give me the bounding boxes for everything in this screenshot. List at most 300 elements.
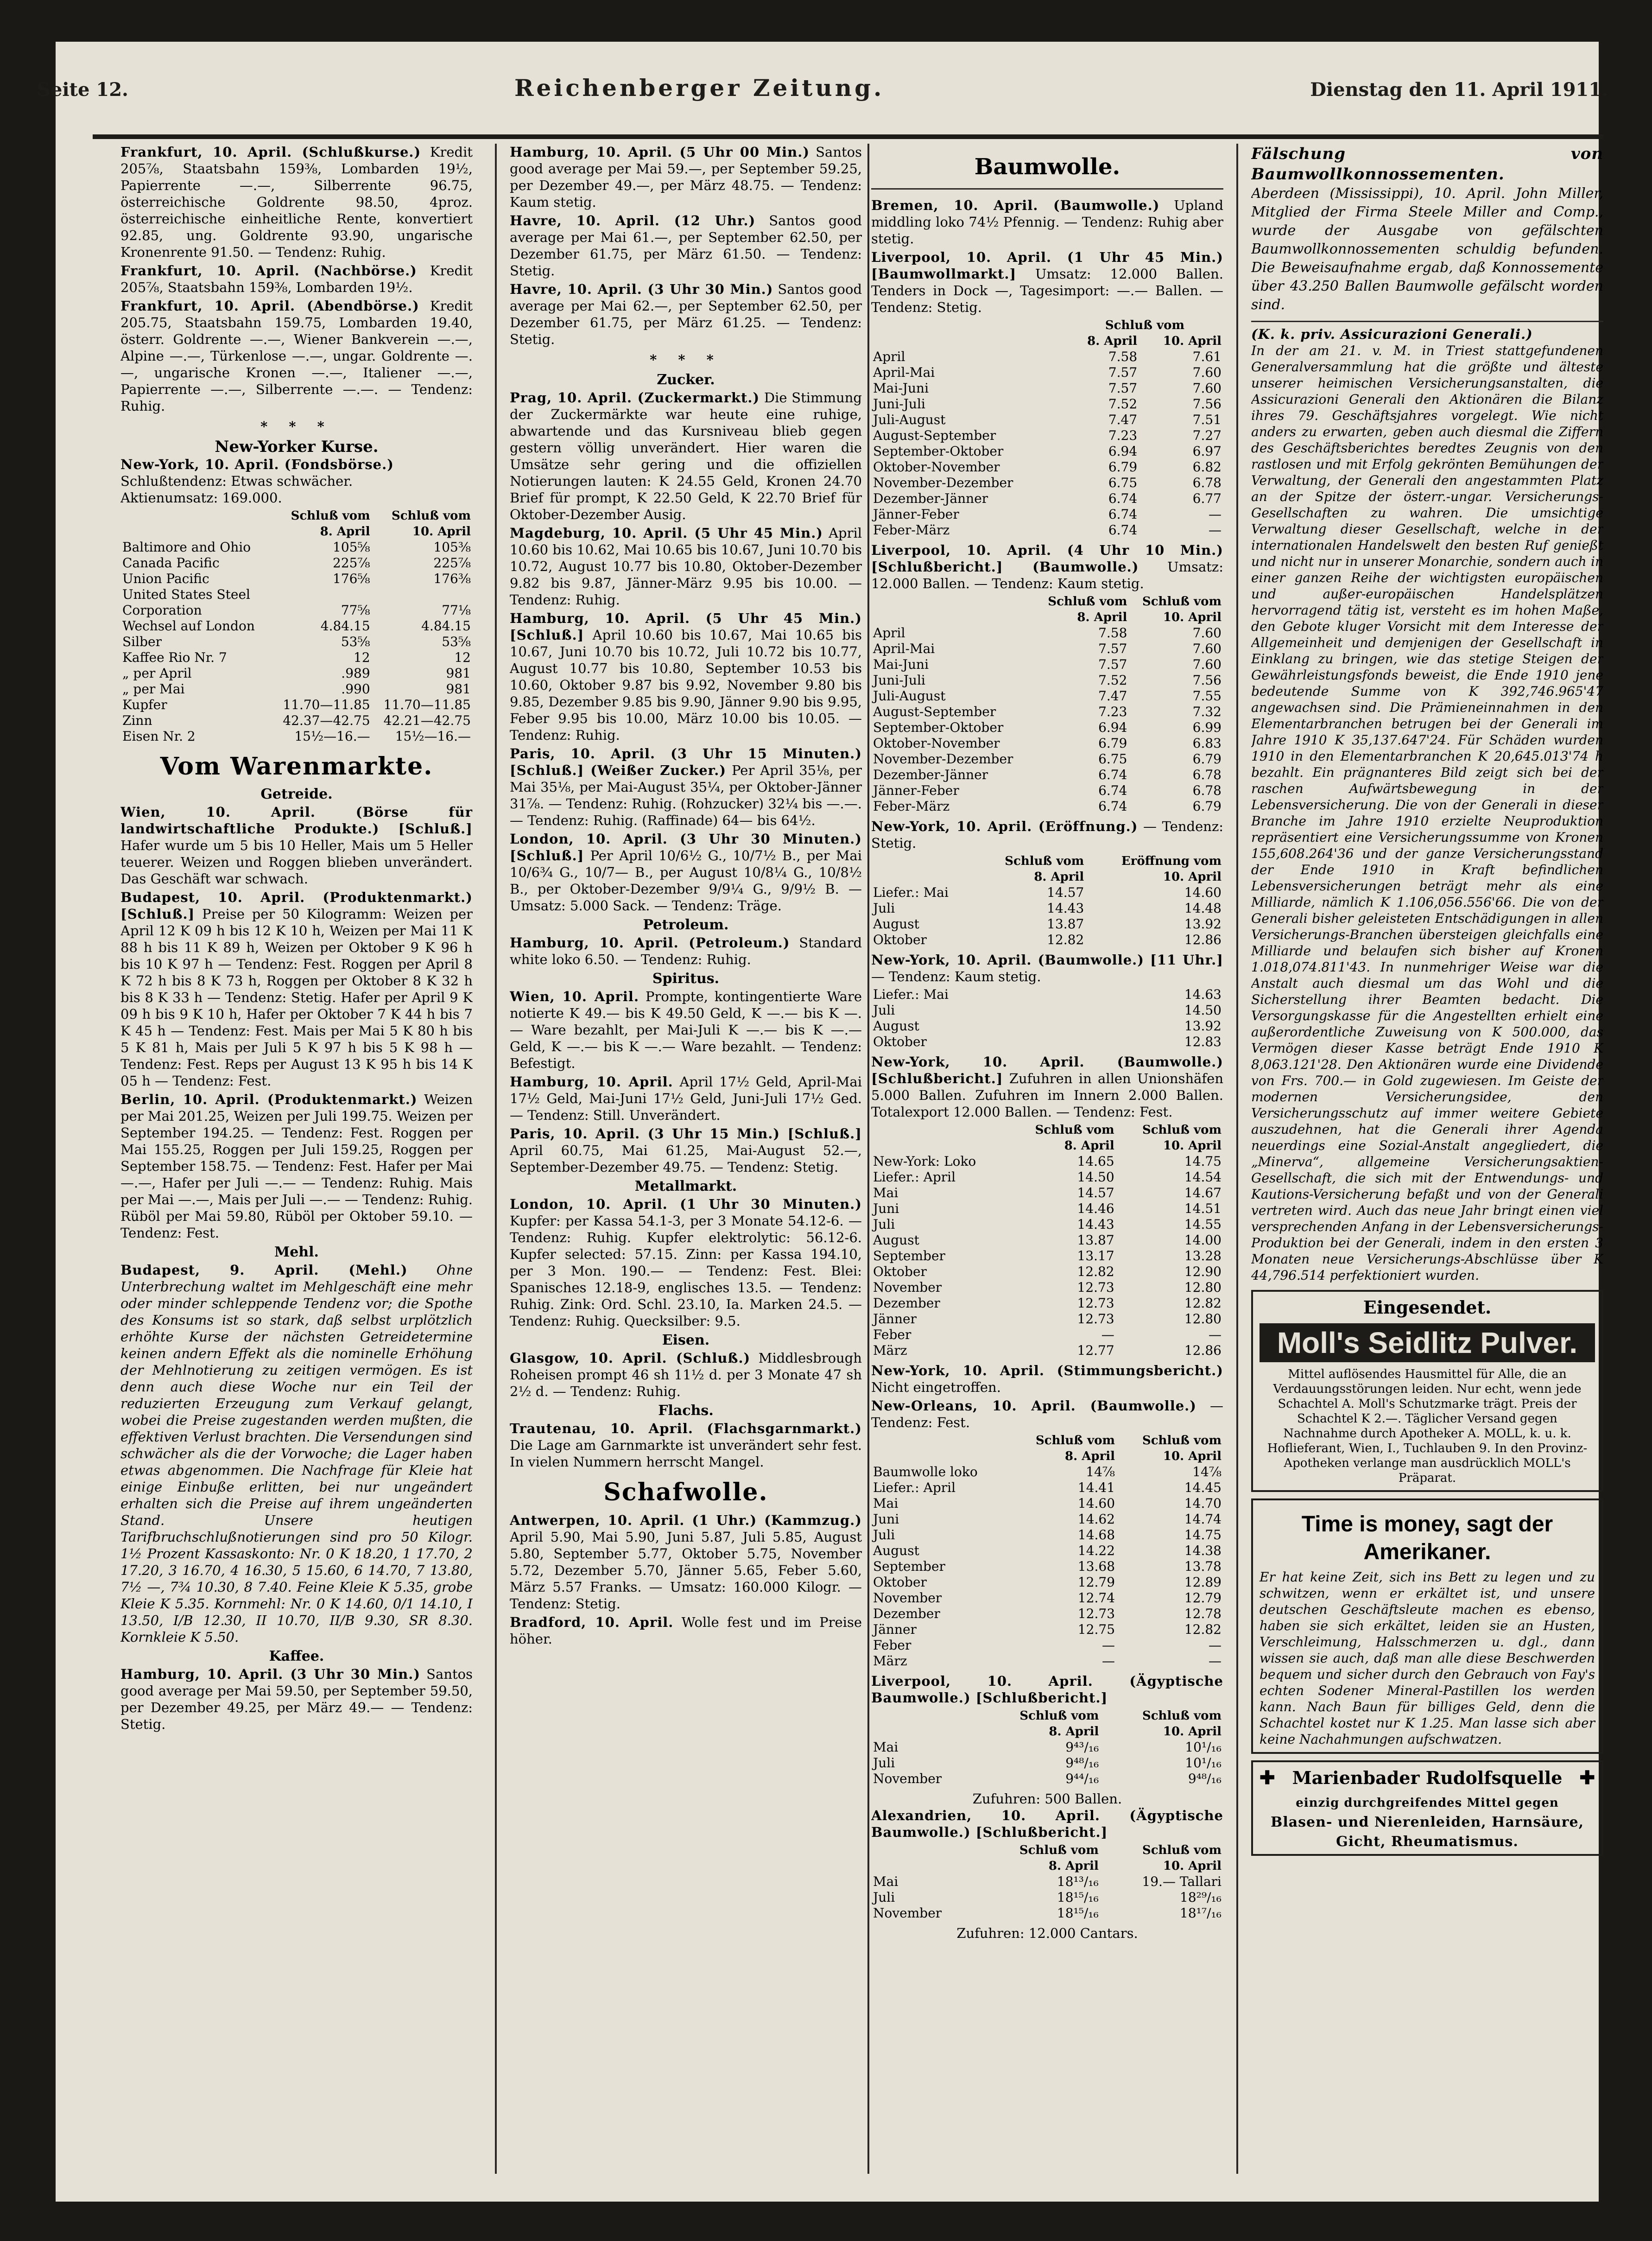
report-text: April 17½ Geld, April-Mai 17½ Geld, Mai-Juni 17½ Geld, Juni-Juli 17½ Ged. — Tendenz: Still. Unverändert. <box>510 1074 862 1123</box>
table-row <box>871 1201 1223 1217</box>
row-value: 12.77 <box>1077 1343 1114 1358</box>
report-budapest <box>120 889 473 1089</box>
table-row <box>120 634 473 650</box>
table-row <box>871 1217 1223 1232</box>
newspaper-title: Reichenberger Zeitung. <box>514 74 885 102</box>
row-label: August <box>873 916 919 932</box>
report-heading: Wien, 10. April. (Börse für landwirtschaftliche Produkte.) [Schluß.] <box>120 804 473 837</box>
report-heading: Magdeburg, 10. April. (5 Uhr 45 Min.) <box>510 525 823 541</box>
table-header: Schluß vom <box>1019 1843 1099 1857</box>
report-heading: Wien, 10. April. <box>510 989 639 1004</box>
table-row <box>120 697 473 713</box>
row-value: — <box>1209 1327 1222 1342</box>
table-header: 8. April <box>1048 1859 1099 1873</box>
row-value: 11.70—11.85 <box>383 697 471 712</box>
report-text: Prompte, kontingentierte Ware notierte K 49.— bis K 49.50 Geld, K —.— bis K —.— Ware bezahlt, per Mai-Juli K —.— bis K —.— Geld, K —.— bis K —.— Ware bezahlt. — Tendenz: Befestigt. <box>510 989 862 1071</box>
row-value: 14.55 <box>1184 1217 1222 1232</box>
report-heading: Hamburg, 10. April. (5 Uhr 45 Min.) [Schluß.] <box>510 610 862 643</box>
row-value: 14.48 <box>1184 901 1222 916</box>
row-value: 7.60 <box>1192 657 1222 672</box>
row-label: New-York: Loko <box>873 1154 976 1169</box>
report-heading: Hamburg, 10. April. (3 Uhr 30 Min.) <box>120 1666 421 1682</box>
section-title: New-Yorker Kurse. <box>215 438 379 456</box>
report-heading: Frankfurt, 10. April. (Nachbörse.) <box>120 263 417 279</box>
table-row <box>871 1771 1223 1787</box>
row-value: 6.75 <box>1108 475 1138 490</box>
table-row <box>871 365 1223 381</box>
header-rule <box>93 134 1603 139</box>
table-header: 10. April <box>1163 1449 1222 1463</box>
row-label: November <box>873 1280 942 1295</box>
row-value: 14.60 <box>1077 1496 1115 1511</box>
table-row <box>871 1574 1223 1590</box>
subsection-title: Getreide. <box>260 786 333 802</box>
row-value: 176⅜ <box>433 571 471 586</box>
report-newyork-2 <box>871 952 1223 985</box>
row-value: 18¹⁵/₁₆ <box>1057 1905 1099 1921</box>
report-text: April 10.60 bis 10.62, Mai 10.65 bis 10.67, Juni 10.70 bis 10.72, August 10.77 bis 10.80, Oktober-Dezember 9.82 bis 9.87, Jänner-März 9.95 bis 10.00. — Tendenz: Ruhig. <box>510 525 862 608</box>
report-paris-zucker <box>510 745 862 829</box>
table-header: 10. April <box>1163 870 1222 884</box>
row-label: April-Mai <box>873 641 935 656</box>
table-row <box>871 1018 1223 1034</box>
row-value: 18¹⁷/₁₆ <box>1180 1905 1222 1921</box>
row-value: 12.83 <box>1184 1034 1222 1049</box>
column-1 <box>120 144 473 2183</box>
cross-icon: ✚ <box>1260 1767 1275 1789</box>
table-row <box>871 1003 1223 1018</box>
row-value: 53⅝ <box>341 634 370 649</box>
row-value: 10¹/₁₆ <box>1185 1755 1222 1771</box>
row-label: September-Oktober <box>873 720 1004 735</box>
section-title: Vom Warenmarkte. <box>160 752 433 781</box>
row-value: 6.74 <box>1098 783 1127 798</box>
ad-text: Blasen- und Nierenleiden, Harnsäure, <box>1270 1814 1584 1830</box>
row-value: 7.60 <box>1192 641 1222 656</box>
subsection-title: Petroleum. <box>643 917 729 933</box>
row-value: 10¹/₁₆ <box>1185 1739 1222 1755</box>
table-row <box>871 428 1223 444</box>
article-generali <box>1251 326 1603 1283</box>
row-value: 7.56 <box>1192 673 1222 688</box>
row-label: Corporation <box>122 603 202 618</box>
row-value: 7.51 <box>1192 412 1222 427</box>
row-value: — <box>1209 507 1222 522</box>
row-value: 15½—16.— <box>395 729 471 744</box>
row-value: 225⅞ <box>433 555 471 571</box>
row-value: 7.47 <box>1108 412 1138 427</box>
row-value: 4.84.15 <box>320 618 370 634</box>
row-label: Dezember <box>873 1295 940 1311</box>
row-value: 7.52 <box>1098 673 1127 688</box>
row-value: 14.62 <box>1077 1511 1115 1527</box>
report-text: Zufuhren in allen Unionshäfen 5.000 Ballen. Zufuhren im Innern 2.000 Ballen. Totalexport 12.000 Ballen. — Tendenz: Fest. <box>871 1071 1223 1120</box>
report-text: Santos good average per Mai 62.—, per September 62.50, per Dezember 61.75, per März 61.25. — Tendenz: Stetig. <box>510 281 862 347</box>
table-row <box>120 555 473 571</box>
report-text: April 60.75, Mai 61.25, Mai-August 52.—, September-Dezember 49.75. — Tendenz: Stetig. <box>510 1143 862 1175</box>
table-row <box>871 885 1223 901</box>
row-value: 12.86 <box>1184 1343 1222 1358</box>
table-row <box>871 1464 1223 1480</box>
table-header: 8. April <box>1077 610 1127 624</box>
table-row <box>871 1311 1223 1327</box>
report-text: April 5.90, Mai 5.90, Juni 5.87, Juli 5.85, August 5.80, September 5.77, Oktober 5.75, November 5.72, Dezember 5.70, Jänner 5.65, Feber 5.60, März 5.57 Franks. — Umsatz: 160.000 Kilogr. — Tendenz: Stetig. <box>510 1529 862 1612</box>
table-row <box>871 932 1223 948</box>
row-label: Juli <box>873 1217 895 1232</box>
issue-date: Dienstag den 11. April 1911. <box>1310 79 1608 101</box>
row-label: Mai <box>873 1739 899 1755</box>
row-value: .990 <box>341 681 370 697</box>
row-label: September-Oktober <box>873 444 1004 459</box>
row-value: 14⅞ <box>1086 1464 1115 1479</box>
row-label: Mai-Juni <box>873 657 929 672</box>
row-label: Liefer.: Mai <box>873 885 949 900</box>
row-value: 105⅝ <box>333 540 370 555</box>
table-row <box>871 1264 1223 1280</box>
row-value: 14⅞ <box>1192 1464 1222 1479</box>
row-value: 6.99 <box>1192 720 1222 735</box>
row-value: 18¹⁵/₁₆ <box>1057 1890 1099 1905</box>
row-value: 6.79 <box>1192 751 1222 767</box>
row-value: 14.51 <box>1184 1201 1222 1216</box>
row-value <box>271 587 372 603</box>
table-row <box>871 1295 1223 1311</box>
table-header: Eröffnung vom <box>1121 854 1222 868</box>
report-bradford <box>510 1614 862 1647</box>
table-row <box>871 688 1223 704</box>
ad-headline: Time is money, sagt der Amerikaner. <box>1301 1512 1553 1564</box>
row-value: 225⅞ <box>333 555 370 571</box>
row-value: 12 <box>354 650 370 665</box>
table-row <box>871 491 1223 507</box>
report-heading: Hamburg, 10. April. <box>510 1074 673 1090</box>
table-row <box>871 641 1223 657</box>
report-text: Kredit 205.75, Staatsbahn 159.75, Lombarden 19.40, österr. Goldrente —.—, Wiener Bankverein —.—, Alpine —.—, Türkenlose —.—, ungar. Goldrente —.—, ungarische Kronen —.—, Italiener —.—, Papierrente —.—, Silberrente —.—. — Tendenz: Ruhig. <box>120 298 473 414</box>
row-label: Dezember <box>873 1606 940 1621</box>
row-label: Dezember-Jänner <box>873 767 988 782</box>
row-value: 6.74 <box>1098 799 1127 814</box>
row-value: 12.79 <box>1184 1590 1222 1606</box>
ad-text: einzig durchgreifendes Mittel gegen <box>1296 1796 1559 1810</box>
row-label: September <box>873 1248 945 1263</box>
row-label: April-Mai <box>873 365 935 380</box>
row-label: „ per Mai <box>122 681 185 697</box>
row-value: 12.80 <box>1184 1280 1222 1295</box>
row-value: 9⁴⁸/₁₆ <box>1188 1771 1222 1786</box>
row-value: 6.94 <box>1098 720 1127 735</box>
row-label: Zinn <box>122 713 152 728</box>
row-value: 4.84.15 <box>421 618 471 634</box>
row-value: 7.60 <box>1192 381 1222 396</box>
report-heading: Budapest, 10. April. (Produktenmarkt.) [Schluß.] <box>120 889 473 922</box>
table-header: 8. April <box>1049 1725 1099 1739</box>
quote-table <box>871 1122 1223 1359</box>
table-row <box>120 618 473 634</box>
table-row <box>871 1496 1223 1511</box>
row-value: 176⅝ <box>333 571 370 586</box>
row-value: 11.70—11.85 <box>283 697 370 712</box>
report-heading: Liverpool, 10. April. (4 Uhr 10 Min.) [Schlußbericht.] (Baumwolle.) <box>871 542 1223 575</box>
row-label: Mai-Juni <box>873 381 929 396</box>
row-label: United States Steel <box>122 587 250 602</box>
row-label: Oktober-November <box>873 736 1000 751</box>
subsection-title: Kaffee. <box>269 1648 324 1664</box>
report-heading: New-Orleans, 10. April. (Baumwolle.) <box>871 1398 1196 1414</box>
table-header: 8. April <box>1034 870 1084 884</box>
report-heading: Glasgow, 10. April. (Schluß.) <box>510 1350 751 1366</box>
row-value: 42.37—42.75 <box>283 713 370 728</box>
table-row <box>871 1890 1223 1905</box>
report-text: Per April 10/6½ G., 10/7½ B., per Mai 10/6¾ G., 10/7— B., per August 10/8¼ G., 10/8½ B., per Oktober-Dezember 9/9¼ G., 9/9½ B. — Umsatz: 5.000 Sack. — Tendenz: Träge. <box>510 848 862 914</box>
quote-table <box>871 1842 1223 1921</box>
subsection-title: Metallmarkt. <box>634 1178 737 1194</box>
table-header: 10. April <box>1163 334 1222 348</box>
table-row <box>120 603 473 618</box>
report-prag <box>510 389 862 523</box>
row-label: Kaffee Rio Nr. 7 <box>122 650 227 665</box>
separator-stars: * * * <box>260 419 333 434</box>
row-value: 7.58 <box>1098 625 1127 641</box>
report-heading: Bradford, 10. April. <box>510 1614 674 1630</box>
table-row <box>871 1185 1223 1201</box>
row-value <box>1096 1018 1107 1034</box>
report-glasgow <box>510 1350 862 1400</box>
row-value: — <box>1102 1638 1115 1653</box>
table-row <box>871 673 1223 688</box>
report-frankfurt-abend <box>120 298 473 414</box>
row-value: 18¹³/₁₆ <box>1057 1874 1099 1889</box>
report-heading: Trautenau, 10. April. (Flachsgarnmarkt.) <box>510 1421 862 1436</box>
row-value: 12.73 <box>1077 1280 1114 1295</box>
report-paris-spiritus <box>510 1125 862 1175</box>
report-newyork-3 <box>871 1054 1223 1120</box>
row-value: 7.57 <box>1098 657 1127 672</box>
row-value: 12.80 <box>1184 1311 1222 1327</box>
report-text: Santos good average per Mai 59.—, per September 59.25, per Dezember 49.—, per März 48.75. — Tendenz: Kaum stetig. <box>510 144 862 210</box>
report-text: Santos good average per Mai 61.—, per September 62.50, per Dezember 61.75, per März 61.50. — Tendenz: Stetig. <box>510 213 862 279</box>
row-value: 14.00 <box>1184 1232 1222 1248</box>
row-value: 6.74 <box>1108 522 1138 538</box>
table-row <box>871 1232 1223 1248</box>
row-value: — <box>1209 1638 1222 1653</box>
row-label: Oktober <box>873 1574 927 1590</box>
subsection-title: Mehl. <box>274 1244 319 1260</box>
row-label: Juli <box>873 1527 895 1543</box>
table-row <box>120 713 473 729</box>
row-value: — <box>1102 1653 1115 1669</box>
row-value: 14.54 <box>1184 1169 1222 1185</box>
row-value: 7.60 <box>1192 365 1222 380</box>
row-value: 13.87 <box>1047 916 1084 932</box>
ad-text: Er hat keine Zeit, sich ins Bett zu legen und zu schwitzen, wenn er erkältet ist, und unsere deutschen Geschäftsleute machen es ebenso, haben sie sich erkältet, leiden sie an Husten, Verschleimung, Halsschmerzen u. dgl., dann wissen sie auch, daß man alle diese Beschwerden bequem und sicher durch den Gebrauch von Fay's echten Sodener Mineral-Pastillen los werden kann. Nach Baun für billiges Geld, denn die Schachtel kostet nur K 1.25. Man lasse sich aber keine Nachahmungen aufschwatzen. <box>1260 1569 1595 1747</box>
row-value: 6.83 <box>1192 736 1222 751</box>
table-header: Schluß vom <box>1142 595 1222 609</box>
table-row <box>871 1653 1223 1669</box>
row-value: 42.21—42.75 <box>383 713 471 728</box>
report-frankfurt-nach <box>120 262 473 296</box>
row-value: 6.79 <box>1108 459 1138 475</box>
row-value: 13.78 <box>1184 1559 1222 1574</box>
table-header: Schluß vom <box>1048 595 1127 609</box>
report-text: Ohne Unterbrechung waltet im Mehlgeschäft eine mehr oder minder schleppende Tendenz vor; die Spothe des Konsums ist so stark, daß selbst urplötzlich erhöhte Kurse der nächsten Getreidetermine keinen andern Effekt als die nominelle Erhöhung der Mehlnotierung zu zeitigen vermögen. Es ist denn auch diese Woche nur ein Teil der reduzierten Erzeugung zum Verkauf gelangt, wobei die Preise zugestanden werden mußten, die effektiven Verlust brachten. Die Versendungen sind schwächer als die der Vorwoche; die Lager haben etwas abgenommen. Die Nachfrage für Kleie hat einige Einbuße erlitten, bei nur ungeändert erhalten sich die Preise auf ihrem ungeänderten Stand. Unsere heutigen Tarifbruchschlußnotierungen sind pro 50 Kilogr. 1½ Prozent Kassaskonto: Nr. 0 K 18.20, 1 17.70, 2 17.20, 3 16.70, 4 16.30, 5 15.60, 6 14.70, 7 13.80, 7½ —, 7¾ 10.30, 8 7.40. Feine Kleie K 5.35, grobe Kleie K 5.35. Kornmehl: Nr. 0 K 14.60, 0/1 14.10, I 13.50, I/B 12.30, II 10.70, II/B 9.30, SR 8.30. Kornkleie K 5.50. <box>120 1262 473 1645</box>
report-text: Kredit 205⅞, Staatsbahn 159⅜, Lombarden 19½, Papierrente —.—, Silberrente 96.75, österreichische Goldrente 98.50, 4proz. österreichische einheitliche Rente, konvertiert 92.85, ung. Goldrente 93.90, ungarische Kronenrente 91.50. — Tendenz: Ruhig. <box>120 144 473 260</box>
table-header: Schluß vom <box>1142 1434 1222 1447</box>
row-value: 14.74 <box>1184 1511 1222 1527</box>
row-value: 105⅜ <box>433 540 471 555</box>
table-header: Schluß vom <box>1019 1709 1099 1723</box>
table-header: Schluß vom <box>1035 1123 1114 1137</box>
ad-text: Mittel auflösendes Hausmittel für Alle, die an Verdauungsstörungen leiden. Nur echt, wenn jede Schachtel A. Moll's Schutzmarke trägt. Preis der Schachtel K 2.—. Täglicher Versand gegen Nachnahme durch Apotheker A. MOLL, k. u. k. Hoflieferant, Wien, I., Tuchlauben 9. In den Provinz-Apotheken verlange man ausdrücklich MOLL's Präparat. <box>1267 1367 1588 1485</box>
row-value: 6.79 <box>1098 736 1127 751</box>
row-value: 77⅛ <box>442 603 471 618</box>
row-value: — <box>1101 1327 1114 1342</box>
report-alexandrien <box>871 1807 1223 1841</box>
ad-section-title: Eingesendet. <box>1363 1297 1492 1318</box>
row-value: 9⁴⁴/₁₆ <box>1065 1771 1099 1786</box>
row-value: 14.41 <box>1077 1480 1115 1495</box>
row-value: — <box>1209 522 1222 538</box>
row-label: Baumwolle loko <box>873 1464 978 1479</box>
ad-text: Gicht, Rheumatismus. <box>1336 1834 1519 1850</box>
report-new-orleans <box>871 1397 1223 1431</box>
row-value: 14.22 <box>1077 1543 1115 1558</box>
advertisement-fays <box>1251 1498 1603 1754</box>
row-value: 7.61 <box>1192 349 1222 364</box>
row-value: 6.79 <box>1192 799 1222 814</box>
table-row <box>871 916 1223 932</box>
row-value: 12.89 <box>1184 1574 1222 1590</box>
row-value: 12.90 <box>1184 1264 1222 1279</box>
row-value: 6.74 <box>1098 767 1127 782</box>
row-label: Feber <box>873 1638 911 1653</box>
row-value: 13.28 <box>1184 1248 1222 1263</box>
report-heading: New-York, 10. April. (Baumwolle.) [Schlußbericht.] <box>871 1054 1223 1086</box>
row-label: Baltimore and Ohio <box>122 540 251 555</box>
row-value: 12.82 <box>1047 932 1084 947</box>
row-value: 14.75 <box>1184 1527 1222 1543</box>
row-label: Oktober <box>873 932 927 947</box>
report-heading: Berlin, 10. April. (Produktenmarkt.) <box>120 1092 418 1107</box>
subsection-title: Spiritus. <box>652 971 720 987</box>
report-newyork-1 <box>871 818 1223 851</box>
table-row <box>871 799 1223 814</box>
table-header: 10. April <box>1163 610 1222 624</box>
report-trautenau <box>510 1420 862 1470</box>
report-hamburg-kaffee <box>120 1666 473 1733</box>
row-value: 7.57 <box>1108 381 1138 396</box>
table-row <box>871 349 1223 365</box>
report-text: Zufuhren: 500 Ballen. <box>972 1791 1122 1807</box>
report-hamburg-zucker <box>510 610 862 743</box>
row-value: 6.82 <box>1192 459 1222 475</box>
row-label: März <box>873 1653 907 1669</box>
report-text: Weizen per Mai 201.25, Weizen per Juli 199.75. Weizen per September 194.25. — Tendenz: Fest. Roggen per Mai 155.25, Roggen per Juli 159.25, Roggen per September 158.75. — Tendenz: Fest. Hafer per Mai —.—, Hafer per Juli —.— — Tendenz: Ruhig. Mais per Mai —.—, Mais per Juli —.— — Tendenz: Ruhig. Rüböl per Mai 59.80, Rüböl per Oktober 59.10. — Tendenz: Fest. <box>120 1092 473 1241</box>
row-label: Juni <box>873 1201 899 1216</box>
report-text: Santos good average per Mai 59.50, per September 59.50, per Dezember 49.25, per März 49.— — Tendenz: Stetig. <box>120 1666 473 1732</box>
row-value: 9⁴³/₁₆ <box>1065 1739 1099 1755</box>
row-value: 13.68 <box>1077 1559 1115 1574</box>
row-value: 7.57 <box>1098 641 1127 656</box>
table-header: Schluß vom <box>1142 1709 1222 1723</box>
row-value: 12.73 <box>1077 1295 1114 1311</box>
row-label: Liefer.: April <box>873 1169 956 1185</box>
row-value <box>1096 1003 1107 1018</box>
article-title: Fälschung von Baumwollkonnossementen. <box>1251 145 1603 184</box>
row-value: 13.92 <box>1184 1018 1222 1034</box>
table-row <box>871 1755 1223 1771</box>
table-row <box>120 571 473 587</box>
table-header: 8. April <box>1064 1139 1114 1153</box>
row-label: Juni-Juli <box>873 673 925 688</box>
row-value: 12.82 <box>1184 1622 1222 1637</box>
report-newyork-fonds <box>120 456 473 506</box>
table-header: Schluß vom <box>1142 1843 1222 1857</box>
report-heading: Budapest, 9. April. (Mehl.) <box>120 1262 408 1278</box>
row-value: 7.56 <box>1192 396 1222 412</box>
row-label: August <box>873 1543 919 1558</box>
report-text: — Tendenz: Fest. <box>871 1398 1223 1430</box>
section-title: Baumwolle. <box>871 148 1223 190</box>
article-faelschung <box>1251 144 1603 314</box>
row-value: 14.60 <box>1184 885 1222 900</box>
table-row <box>120 650 473 666</box>
quote-table <box>871 987 1223 1050</box>
row-value: 53⅝ <box>442 634 471 649</box>
row-label: November <box>873 1771 942 1786</box>
column-divider <box>1236 144 1238 2174</box>
row-label: November-Dezember <box>873 475 1013 490</box>
table-row <box>871 475 1223 491</box>
column-2 <box>510 144 862 2183</box>
row-value: 7.47 <box>1098 688 1127 704</box>
column-divider <box>867 144 869 2174</box>
row-value: .989 <box>341 666 370 681</box>
table-row <box>871 1543 1223 1559</box>
row-value: 14.67 <box>1184 1185 1222 1200</box>
advertisement-moll <box>1251 1290 1603 1492</box>
row-label: Juli <box>873 1755 895 1771</box>
subsection-title: Flachs. <box>658 1403 714 1419</box>
row-label: „ per April <box>122 666 192 681</box>
table-header: Schluß vom <box>291 509 370 523</box>
report-magdeburg <box>510 525 862 608</box>
row-value: 6.75 <box>1098 751 1127 767</box>
table-row <box>871 396 1223 412</box>
report-berlin <box>120 1091 473 1241</box>
report-london-zucker <box>510 831 862 914</box>
row-label: August-September <box>873 428 996 443</box>
report-text: Middlesbrough Roheisen prompt 46 sh 11½ d. per 3 Monate 47 sh 2½ d. — Tendenz: Ruhig. <box>510 1350 862 1399</box>
row-value: 14.57 <box>1077 1185 1114 1200</box>
table-row <box>871 1327 1223 1343</box>
report-frankfurt-schluss <box>120 144 473 260</box>
row-value: 13.92 <box>1184 916 1222 932</box>
report-text: — Tendenz: Kaum stetig. <box>871 969 1041 984</box>
report-heading: Hamburg, 10. April. (Petroleum.) <box>510 935 790 951</box>
row-label: Juli <box>873 1890 895 1905</box>
table-row <box>871 901 1223 916</box>
quote-table <box>871 317 1223 538</box>
article-title: (K. k. priv. Assicurazioni Generali.) <box>1251 326 1533 342</box>
row-value: 12.73 <box>1077 1311 1114 1327</box>
report-liverpool-1 <box>871 249 1223 316</box>
report-hamburg-kaffee <box>510 144 862 210</box>
advertisement-marienbad <box>1251 1760 1603 1856</box>
report-mehl <box>120 1262 473 1645</box>
row-value: 12.73 <box>1077 1606 1115 1621</box>
report-london-metall <box>510 1196 862 1329</box>
row-value: 14.50 <box>1184 1003 1222 1018</box>
